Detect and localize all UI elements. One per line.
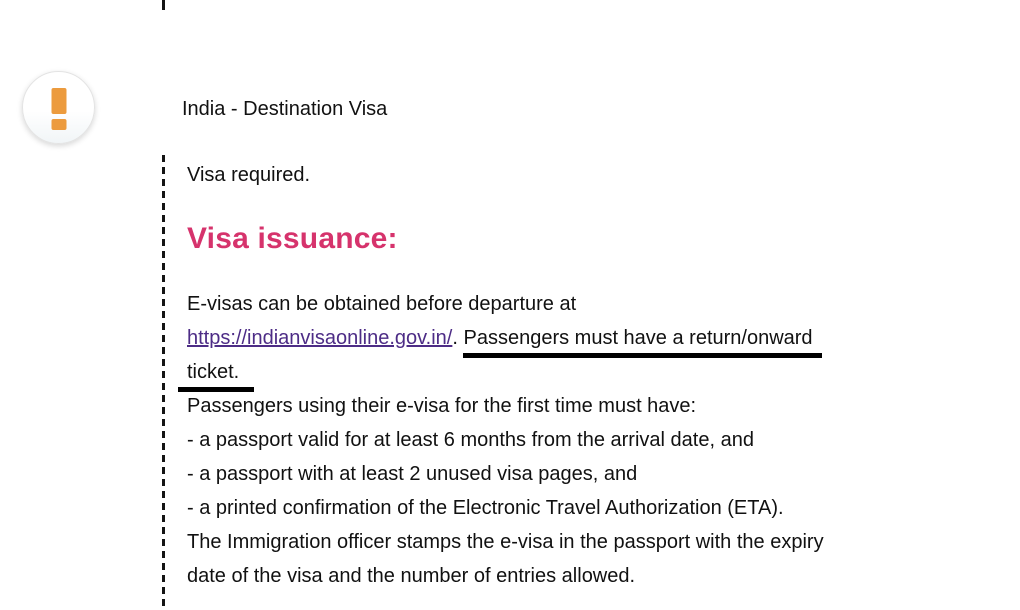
immigration-stamp-line1: The Immigration officer stamps the e-visa in the passport with the expiry: [187, 531, 824, 553]
visa-required-text: Visa required.: [187, 164, 311, 186]
visa-issuance-heading: Visa issuance:: [187, 222, 398, 255]
requirement-line-visa-pages: - a passport with at least 2 unused visa pages, and: [187, 463, 638, 485]
evisa-intro-text: E-visas can be obtained before departure at: [187, 293, 577, 315]
alert-exclamation-icon: [22, 71, 95, 144]
page-title: India - Destination Visa: [182, 98, 388, 120]
after-link-text: .: [452, 327, 464, 349]
timeline-dashed-line: [162, 155, 165, 610]
exclamation-dot: [51, 119, 66, 130]
requirement-line-passport-validity: - a passport valid for at least 6 months from the arrival date, and: [187, 429, 754, 451]
requirement-line-first-time: Passengers using their e-visa for the first time must have:: [187, 395, 697, 417]
return-ticket-emphasis-line2: ticket.: [178, 361, 254, 392]
visa-issuance-paragraph: [187, 287, 962, 593]
requirement-line-eta-confirmation: - a printed confirmation of the Electronic Travel Authorization (ETA).: [187, 497, 784, 519]
exclamation-bar: [51, 88, 66, 114]
immigration-stamp-line2: date of the visa and the number of entries allowed.: [187, 565, 636, 587]
timeline-dash-top: [162, 0, 165, 10]
return-ticket-emphasis-line1: Passengers must have a return/onward: [463, 327, 821, 358]
evisa-link[interactable]: https://indianvisaonline.gov.in/: [187, 327, 453, 349]
